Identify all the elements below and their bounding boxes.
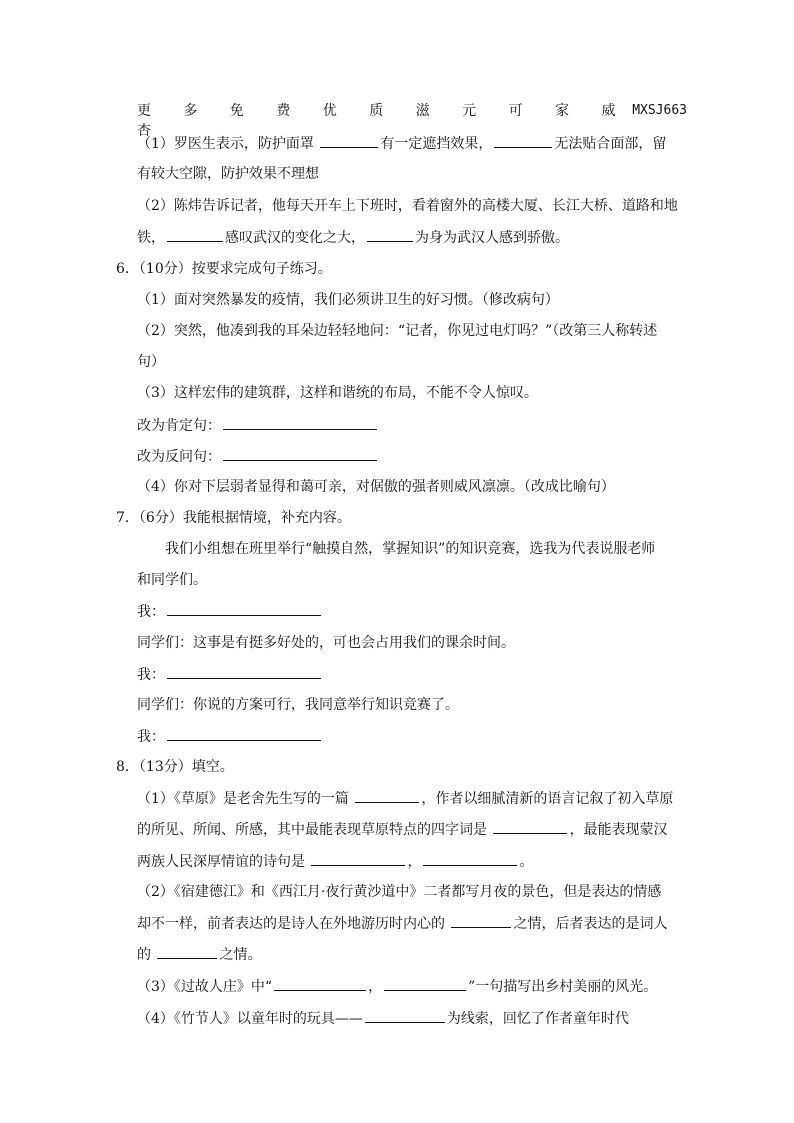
q6-item1: （1）面对突然暴发的疫情，我们必须讲卫生的好习惯。（修改病句） bbox=[137, 292, 559, 308]
q7-title: 7．（6分）我能根据情境，补充内容。 bbox=[116, 510, 351, 526]
q6-positive-blank[interactable] bbox=[223, 415, 377, 430]
q7-me-row-3: 我： bbox=[137, 726, 323, 747]
q8-item2-line1: （2）《宿建德江》和《西江月·夜行黄沙道中》二者都写月夜的景色，但是表达的情感 bbox=[137, 884, 662, 900]
q7-intro-line2: 和同学们。 bbox=[137, 572, 207, 588]
q6-positive-row: 改为肯定句： bbox=[137, 415, 379, 436]
q8-blank-verse-2[interactable] bbox=[384, 976, 466, 991]
q5-blank-4[interactable] bbox=[367, 227, 413, 242]
q8-item2-line2: 却不一样，前者表达的是诗人在外地游历时内心的 之情，后者表达的是词人 bbox=[137, 913, 667, 934]
q7-me-row-1: 我： bbox=[137, 601, 323, 622]
q6-item4: （4）你对下层弱者显得和蔼可亲，对倨傲的强者则威风凛凛。（改成比喻句） bbox=[137, 479, 615, 495]
q8-item1-line2: 的所见、所闻、所感，其中最能表现草原特点的四字词是 ，最能表现蒙汉 bbox=[137, 819, 667, 840]
q8-blank-poem-2[interactable] bbox=[423, 851, 517, 866]
q7-intro-line1: 我们小组想在班里举行“触摸自然，掌握知识”的知识竞赛，选我为代表说服老师 bbox=[165, 541, 656, 557]
q6-rhetorical-blank[interactable] bbox=[223, 446, 377, 461]
q6-item3: （3）这样宏伟的建筑群，这样和谐统的布局，不能不令人惊叹。 bbox=[137, 385, 538, 401]
q8-blank-poem-1[interactable] bbox=[311, 851, 405, 866]
q8-item1-line1: （1）《草原》是老舍先生写的一篇 ，作者以细腻清新的语言记叙了初入草原 bbox=[137, 788, 673, 809]
q6-rhetorical-row: 改为反问句： bbox=[137, 446, 379, 467]
q7-me-row-2: 我： bbox=[137, 664, 323, 685]
q8-blank-genre[interactable] bbox=[355, 788, 419, 803]
q7-me-blank-2[interactable] bbox=[167, 664, 321, 679]
q8-item3: （3）《过故人庄》中“ ， ”一句描写出乡村美丽的风光。 bbox=[137, 976, 657, 997]
q8-blank-emotion-2[interactable] bbox=[157, 944, 217, 959]
q8-blank-idiom[interactable] bbox=[493, 819, 567, 834]
q5-blank-1[interactable] bbox=[320, 133, 378, 148]
q7-classmates-2: 同学们：你说的方案可行，我同意举行知识竞赛了。 bbox=[137, 697, 459, 713]
q8-item4: （4）《竹节人》以童年时的玩具—— 为线索，回忆了作者童年时代 bbox=[137, 1008, 629, 1029]
q6-item2-line2: 句） bbox=[137, 354, 165, 370]
q8-blank-toy[interactable] bbox=[365, 1008, 445, 1023]
q8-blank-emotion-1[interactable] bbox=[451, 913, 511, 928]
q8-item2-line3: 的 之情。 bbox=[137, 944, 261, 965]
header-code: MXSJ663 bbox=[632, 103, 687, 118]
q5-item1-line1: （1）罗医生表示，防护面罩 有一定遮挡效果， 无法贴合面部，留 bbox=[137, 133, 666, 154]
q8-item1-line3: 两族人民深厚情谊的诗句是 ， 。 bbox=[137, 851, 533, 872]
q5-item1-line2: 有较大空隙，防护效果不理想 bbox=[137, 166, 319, 182]
q6-title: 6．（10分）按要求完成句子练习。 bbox=[116, 261, 332, 277]
q7-me-blank-3[interactable] bbox=[167, 726, 321, 741]
q6-item2-line1: （2）突然，他凑到我的耳朵边轻轻地问：“记者，你见过电灯吗？”（改第三人称转述 bbox=[137, 323, 658, 339]
header-watermark-text: 更 多 免 费 优 质 滋 元 可 家 威 杏 bbox=[137, 103, 630, 139]
q7-me-blank-1[interactable] bbox=[167, 601, 321, 616]
q8-title: 8．（13分）填空。 bbox=[116, 759, 234, 775]
q7-classmates-1: 同学们：这事是有挺多好处的，可也会占用我们的课余时间。 bbox=[137, 635, 515, 651]
q5-item2-line2: 铁， 感叹武汉的变化之大， 为身为武汉人感到骄傲。 bbox=[137, 227, 569, 248]
q5-blank-2[interactable] bbox=[494, 133, 552, 148]
q8-blank-verse-1[interactable] bbox=[274, 976, 366, 991]
q5-item2-line1: （2）陈炜告诉记者，他每天开车上下班时，看着窗外的高楼大厦、长江大桥、道路和地 bbox=[137, 198, 678, 214]
q5-blank-3[interactable] bbox=[167, 227, 223, 242]
